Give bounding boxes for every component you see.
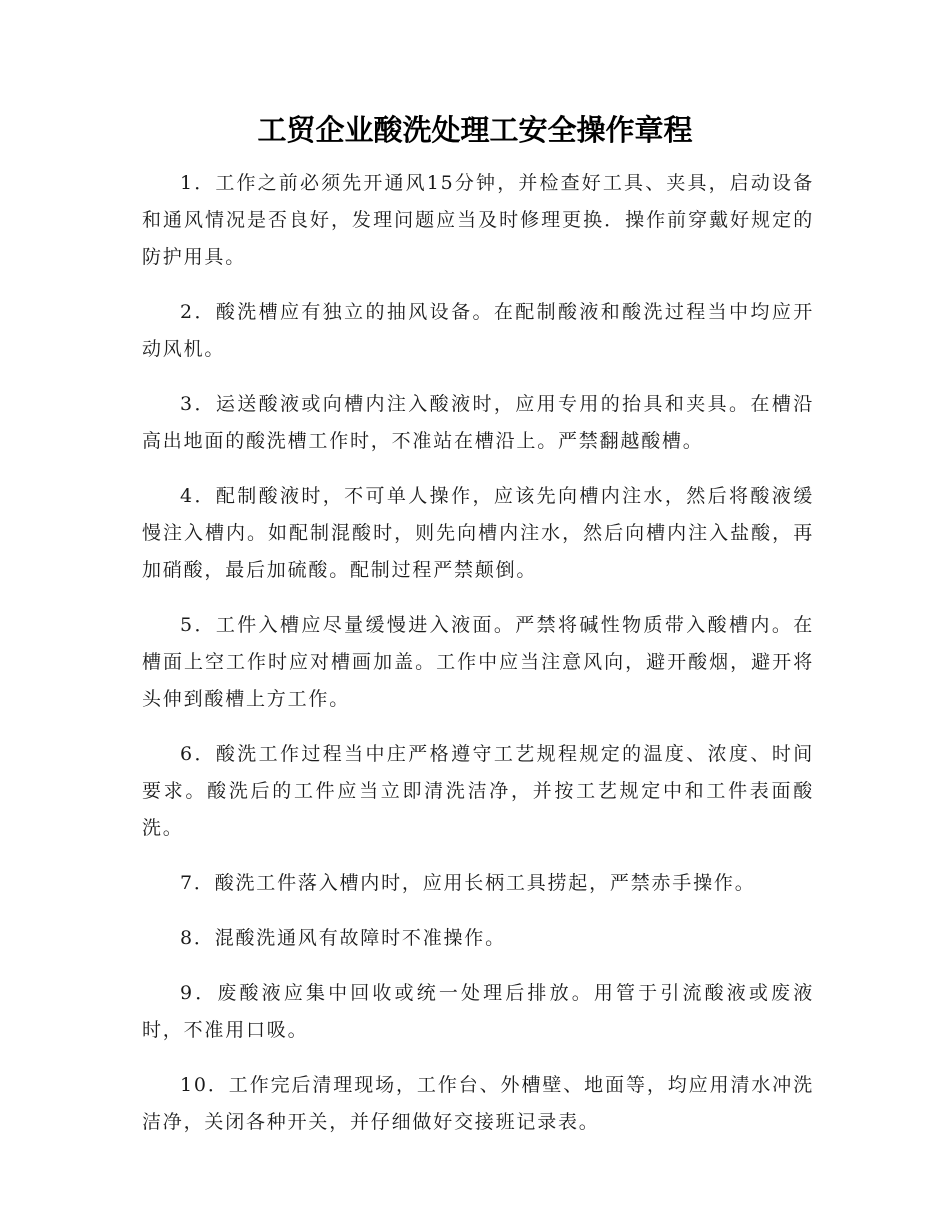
rule-item-5: 5．工件入槽应尽量缓慢进入液面。严禁将碱性物质带入酸槽内。在槽面上空工作时应对槽画加盖。工作中应当注意风向，避开酸烟，避开将头伸到酸槽上方工作。 bbox=[142, 614, 814, 710]
rule-item-10: 10．工作完后清理现场，工作台、外槽壁、地面等，均应用清水冲洗洁净，关闭各种开关，并仔细做好交接班记录表。 bbox=[142, 1074, 814, 1133]
rule-item-8: 8．混酸洗通风有故障时不准操作。 bbox=[180, 927, 506, 949]
rule-item-6: 6．酸洗工作过程当中庄严格遵守工艺规程规定的温度、浓度、时间要求。酸洗后的工件应当立即清洗洁净，并按工艺规定中和工件表面酸洗。 bbox=[142, 743, 814, 839]
rule-item-7: 7．酸洗工件落入槽内时，应用长柄工具捞起，严禁赤手操作。 bbox=[180, 872, 756, 894]
rule-item-1: 1．工作之前必须先开通风15分钟，并检查好工具、夹具，启动设备和通风情况是否良好，发理问题应当及时修理更换．操作前穿戴好规定的防护用具。 bbox=[142, 172, 814, 268]
rule-item-9: 9．废酸液应集中回收或统一处理后排放。用管于引流酸液或废液时，不准用口吸。 bbox=[142, 982, 814, 1041]
rule-item-4: 4．配制酸液时，不可单人操作，应该先向槽内注水，然后将酸液缓慢注入槽内。如配制混酸时，则先向槽内注水，然后向槽内注入盐酸，再加硝酸，最后加硫酸。配制过程严禁颠倒。 bbox=[142, 485, 814, 581]
rules-list bbox=[142, 165, 814, 1159]
rule-item-3: 3．运送酸液或向槽内注入酸液时，应用专用的抬具和夹具。在槽沿高出地面的酸洗槽工作时，不准站在槽沿上。严禁翻越酸槽。 bbox=[142, 393, 814, 452]
rule-item-2: 2．酸洗槽应有独立的抽风设备。在配制酸液和酸洗过程当中均应开动风机。 bbox=[142, 301, 814, 360]
document-title: 工贸企业酸洗处理工安全操作章程 bbox=[257, 113, 693, 147]
